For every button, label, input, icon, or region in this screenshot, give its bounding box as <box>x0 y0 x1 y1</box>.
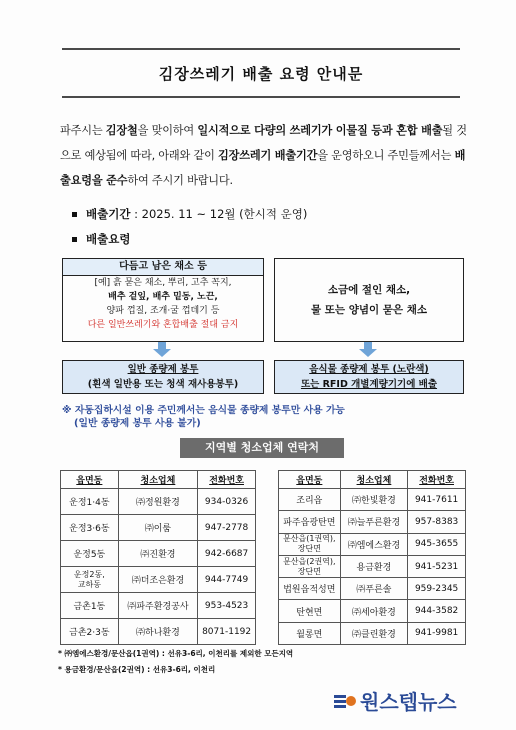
district-cell: 문산읍(1권역), 장단면 <box>279 533 341 555</box>
company-cell: ㈜정원환경 <box>118 489 198 515</box>
example-line-1: [예] 흙 묻은 채소, 뿌리, 고추 꼭지, <box>94 278 232 288</box>
column-header: 전화번호 <box>198 471 256 489</box>
company-cell: ㈜진환경 <box>118 541 198 567</box>
phone-cell: 941-5231 <box>408 555 466 577</box>
intro-emphasis: 김장쓰레기 배출기간 <box>218 149 318 162</box>
footnote: * ㈜엠에스환경/문산읍(1권역) : 선유3-6리, 이천리를 제외한 모든지역 <box>58 649 294 658</box>
intro-text: 파주시는 <box>60 124 106 137</box>
general-bag-line-1: 일반 종량제 봉투 <box>127 364 199 375</box>
table-row <box>61 489 256 515</box>
table-row <box>61 515 256 541</box>
table-row <box>279 511 466 533</box>
phone-cell: 942-6687 <box>198 541 256 567</box>
district-cell: 월롱면 <box>279 622 341 644</box>
column-header: 읍면동 <box>61 471 119 489</box>
intro-text: 될 것으로 예상됨에 따라, 아래와 같이 <box>60 124 467 162</box>
general-bag-line-2: (흰색 일반용 또는 청색 재사용봉투) <box>87 379 239 390</box>
intro-emphasis: 김장철 <box>105 124 138 137</box>
table-row <box>279 578 466 600</box>
company-cell: ㈜파주환경공사 <box>118 593 198 619</box>
news-logo <box>334 686 457 715</box>
intro-emphasis: 배출요령을 준수 <box>60 149 466 187</box>
food-bag-line-1: 음식물 종량제 봉투 (노란색) <box>309 364 429 375</box>
logo-mark-icon <box>334 693 356 709</box>
phone-cell: 947-2778 <box>198 515 256 541</box>
intro-paragraph <box>60 118 470 193</box>
column-header: 청소업체 <box>340 471 408 489</box>
company-cell: ㈜한빛환경 <box>340 489 408 511</box>
bullet-icon <box>72 212 77 217</box>
example-line-3: 양파 껍질, 조개·굴 껍데기 등 <box>106 306 220 316</box>
example-line-2: 배추 겉잎, 배추 밑동, 노끈, <box>108 292 218 302</box>
food-bag-line-2: 또는 RFID 개별계량기기에 배출 <box>300 379 438 390</box>
period-value: : 2025. 11 ~ 12월 (한시적 운영) <box>130 207 308 221</box>
district-cell: 운정5동 <box>61 541 119 567</box>
table-row <box>61 593 256 619</box>
column-header: 읍면동 <box>279 471 341 489</box>
intro-emphasis: 일시적으로 다량의 쓰레기가 이물질 등과 혼합 배출 <box>197 124 443 137</box>
logo-text: 원스텝뉴스 <box>360 690 457 714</box>
collection-note <box>62 404 345 430</box>
period-label: 배출기간 <box>86 207 131 221</box>
district-cell: 금촌1동 <box>61 593 119 619</box>
table-row <box>279 622 466 644</box>
company-cell: 용금환경 <box>340 555 408 577</box>
column-header: 전화번호 <box>408 471 466 489</box>
method-label: 배출요령 <box>86 232 131 246</box>
table-row <box>61 619 256 645</box>
contacts-table-left <box>60 470 256 645</box>
intro-text: 을 맞이하여 <box>137 124 198 137</box>
table-row <box>279 555 466 577</box>
vegetable-scraps-header: 다듬고 남은 채소 등 <box>63 259 263 276</box>
phone-cell: 941-7611 <box>408 489 466 511</box>
table-row <box>279 533 466 555</box>
company-cell: ㈜더조은환경 <box>118 567 198 593</box>
district-cell: 금촌2·3동 <box>61 619 119 645</box>
phone-cell: 959-2345 <box>408 578 466 600</box>
phone-cell: 8071-1192 <box>198 619 256 645</box>
table-row <box>279 600 466 622</box>
phone-cell: 944-3582 <box>408 600 466 622</box>
column-header: 청소업체 <box>118 471 198 489</box>
phone-cell: 953-4523 <box>198 593 256 619</box>
district-cell: 탄현면 <box>279 600 341 622</box>
general-bag-box <box>62 360 264 394</box>
district-cell: 운정1·4동 <box>61 489 119 515</box>
district-cell: 운정3·6동 <box>61 515 119 541</box>
district-cell: 파주읍광탄면 <box>279 511 341 533</box>
footnote: * 용금환경/문산읍(2권역) : 선유3-6리, 이천리 <box>58 665 216 674</box>
company-cell: ㈜늘푸른환경 <box>340 511 408 533</box>
intro-text: 하여 주시기 바랍니다. <box>127 174 233 187</box>
salted-line-1: 소금에 절인 채소, <box>327 284 411 296</box>
phone-cell: 944-7749 <box>198 567 256 593</box>
phone-cell: 941-9981 <box>408 622 466 644</box>
salted-line-2: 물 또는 양념이 묻은 채소 <box>310 304 428 316</box>
company-cell: ㈜엠에스환경 <box>340 533 408 555</box>
note-line-2: (일반 종량제 봉투 사용 불가) <box>74 418 201 429</box>
phone-cell: 957-8383 <box>408 511 466 533</box>
company-cell: ㈜세아환경 <box>340 600 408 622</box>
period-bullet <box>72 206 307 222</box>
table-row <box>61 541 256 567</box>
contacts-table-right <box>278 470 466 645</box>
district-cell: 조리읍 <box>279 489 341 511</box>
contacts-title: 지역별 청소업체 연락처 <box>180 438 344 458</box>
district-cell: 운정2동, 교하동 <box>61 567 119 593</box>
method-bullet <box>72 231 130 247</box>
mixing-warning: 다른 일반쓰레기와 혼합배출 절대 금지 <box>87 320 239 330</box>
table-row <box>279 489 466 511</box>
company-cell: ㈜클린환경 <box>340 622 408 644</box>
phone-cell: 934-0326 <box>198 489 256 515</box>
page-title: 김장쓰레기 배출 요령 안내문 <box>62 48 460 98</box>
bullet-icon <box>72 237 77 242</box>
intro-text: 을 운영하오니 주민들께서는 <box>317 149 455 162</box>
district-cell: 문산읍(2권역), 장단면 <box>279 555 341 577</box>
company-cell: ㈜이룸 <box>118 515 198 541</box>
phone-cell: 945-3655 <box>408 533 466 555</box>
district-cell: 법원읍적성면 <box>279 578 341 600</box>
company-cell: ㈜푸른솔 <box>340 578 408 600</box>
food-bag-box <box>274 360 464 394</box>
table-row <box>61 567 256 593</box>
salted-vegetables-box <box>274 258 464 342</box>
note-line-1: ※ 자동집하시설 이용 주민께서는 음식물 종량제 봉투만 사용 가능 <box>62 405 345 416</box>
company-cell: ㈜하나환경 <box>118 619 198 645</box>
vegetable-scraps-box <box>62 258 264 342</box>
